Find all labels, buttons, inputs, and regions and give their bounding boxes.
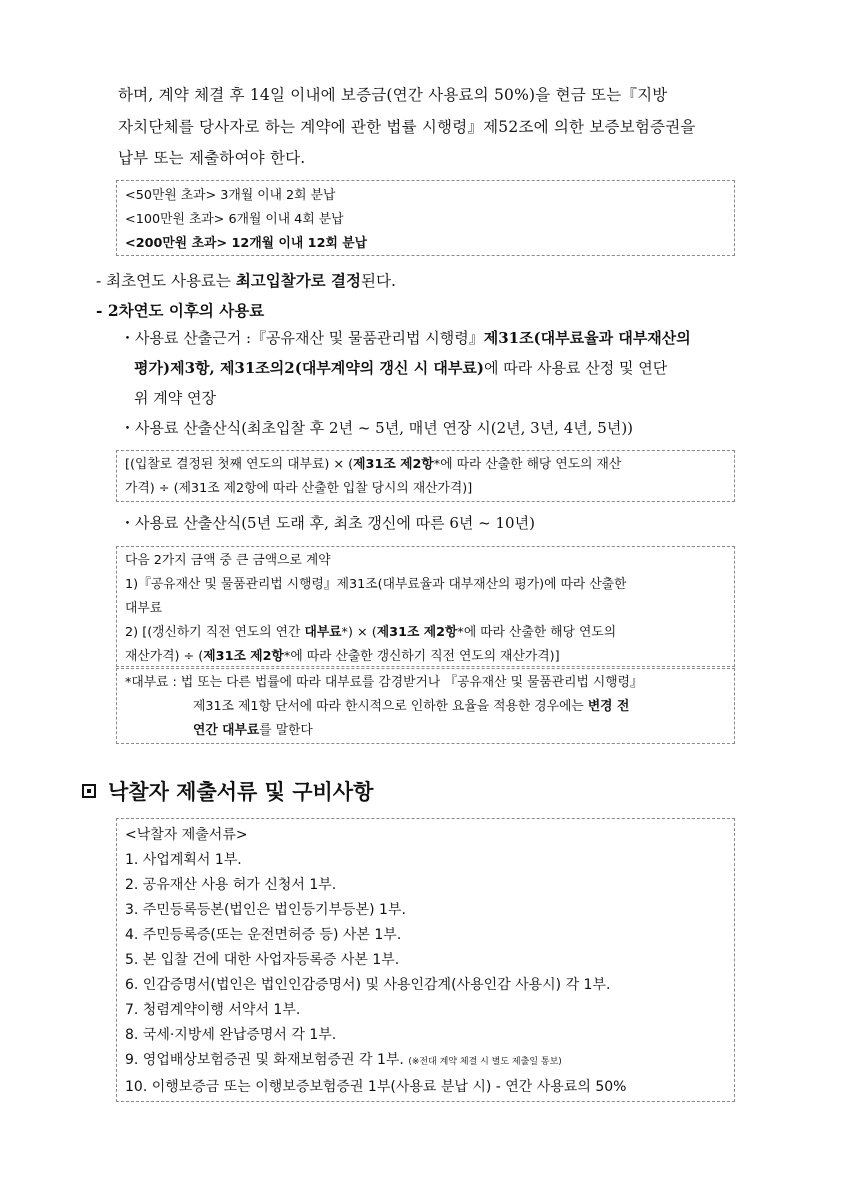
first-year-text — [96, 266, 396, 296]
formula1-box — [116, 450, 735, 502]
list-item: 1. 사업계획서 1부. — [125, 852, 242, 868]
list-item: 4. 주민등록증(또는 운전면허증 등) 사본 1부. — [125, 927, 402, 943]
list-item — [125, 1048, 726, 1075]
installment-item: <100만원 초과> 6개월 이내 4회 분납 — [125, 212, 344, 227]
section-title: 낙찰자 제출서류 및 구비사항 — [108, 780, 374, 804]
formula2-bold: 제31조 제2항 — [203, 649, 284, 664]
basis-line-2 — [134, 353, 667, 383]
list-item: 8. 국세·지방세 완납증명서 각 1부. — [125, 1027, 337, 1043]
formula2-heading: ・사용료 산출산식(5년 도래 후, 최초 갱신에 따른 6년 ~ 10년) — [120, 514, 535, 532]
list-item: 7. 청렴계약이행 서약서 1부. — [125, 1002, 301, 1018]
first-year-suffix: 된다. — [361, 272, 396, 290]
list-item: 10. 이행보증금 또는 이행보증보험증권 1부(사용료 분납 시) - 연간 사용료의 50% — [125, 1079, 627, 1095]
formula2-line — [125, 645, 726, 669]
formula2-text: *) × ( — [341, 625, 377, 640]
first-year-prefix: - 최초연도 사용료는 — [96, 272, 236, 290]
note-bold: 연간 대부료 — [193, 723, 260, 738]
list-item: 3. 주민등록등본(법인은 법인등기부등본) 1부. — [125, 902, 406, 918]
list-item: 5. 본 입찰 건에 대한 사업자등록증 사본 1부. — [125, 952, 400, 968]
formula2-line — [125, 621, 726, 645]
note-line: *대부료 : 법 또는 다른 법률에 따라 대부료를 감경받거나 『공유재산 및 물품관리법 시행령』 — [125, 675, 643, 690]
note-text: 제31조 제1항 단서에 따라 한시적으로 인하한 요율을 적용한 경우에는 — [193, 699, 588, 714]
basis-bold: 평가)제3항, 제31조의2(대부계약의 갱신 시 대부료) — [134, 359, 484, 377]
formula1-text: *에 따라 산출한 해당 연도의 재산 — [433, 457, 622, 472]
basis-line-3: 위 계약 연장 — [134, 389, 216, 407]
formula1-bold: 제31조 제2항 — [353, 457, 434, 472]
formula2-bold: 제31조 제2항 — [376, 625, 458, 640]
note-line — [125, 719, 726, 743]
submission-documents-box — [116, 818, 735, 1102]
second-year-heading: - 2차연도 이후의 사용료 — [96, 301, 265, 320]
first-year-bold: 최고입찰가로 결정 — [235, 271, 361, 290]
formula2-box — [116, 546, 735, 667]
list-item-text: 9. 영업배상보험증권 및 화재보험증권 각 1부. — [125, 1052, 404, 1068]
formula1-line: 가격) ÷ (제31조 제2항에 따라 산출한 입찰 당시의 재산가격)] — [125, 481, 473, 496]
intro-paragraph — [118, 80, 778, 175]
formula1-heading: ・사용료 산출산식(최초입찰 후 2년 ~ 5년, 매년 연장 시(2년, 3년, 4년, 5년)) — [120, 419, 634, 437]
formula2-text: *에 따라 산출한 갱신하기 직전 연도의 재산가격)] — [283, 649, 560, 664]
basis-text: ・사용료 산출근거 :『공유재산 및 물품관리법 시행령』 — [120, 329, 484, 347]
formula2-text: 재산가격) ÷ ( — [125, 649, 204, 664]
square-bullet-icon — [82, 784, 96, 798]
list-item-note: (※전대 계약 체결 시 별도 제출일 통보) — [408, 1057, 562, 1067]
formula1-line — [125, 453, 726, 477]
list-item: 2. 공유재산 사용 허가 신청서 1부. — [125, 877, 337, 893]
basis-text: 에 따라 사용료 산정 및 연단 — [483, 359, 668, 377]
list-title: <낙찰자 제출서류> — [125, 827, 248, 843]
formula2-line: 대부료 — [125, 601, 163, 616]
note-text: 를 말한다 — [259, 723, 313, 738]
formula2-line: 다음 2가지 금액 중 큰 금액으로 계약 — [125, 553, 331, 568]
formula1-text: [(입찰로 결정된 첫째 연도의 대부료) × ( — [125, 457, 354, 472]
formula2-bold: 대부료 — [304, 625, 342, 640]
list-item: 6. 인감증명서(법인은 법인인감증명서) 및 사용인감계(사용인감 사용시) 각 1부. — [125, 977, 611, 993]
installment-box — [116, 180, 735, 256]
installment-item: <200만원 초과> 12개월 이내 12회 분납 — [125, 236, 368, 251]
formula2-text: 2) [(갱신하기 직전 연도의 연간 — [125, 625, 305, 640]
section-heading — [82, 776, 373, 806]
intro-line: 납부 또는 제출하여야 한다. — [118, 149, 306, 167]
formula2-line: 1)『공유재산 및 물품관리법 시행령』제31조(대부료율과 대부재산의 평가)에 따라 산출한 — [125, 577, 627, 592]
installment-item: <50만원 초과> 3개월 이내 2회 분납 — [125, 188, 336, 203]
formula2-text: *에 따라 산출한 해당 연도의 — [457, 625, 617, 640]
note-line — [125, 695, 726, 719]
basis-line-1 — [120, 323, 691, 353]
intro-line: 하며, 계약 체결 후 14일 이내에 보증금(연간 사용료의 50%)을 현금 또는『지방 — [118, 86, 668, 104]
note-box — [116, 668, 735, 744]
note-bold: 변경 전 — [587, 699, 630, 714]
basis-bold: 제31조(대부료율과 대부재산의 — [483, 329, 691, 347]
intro-line: 자치단체를 당사자로 하는 계약에 관한 법률 시행령』제52조에 의한 보증보험증권을 — [118, 117, 696, 136]
